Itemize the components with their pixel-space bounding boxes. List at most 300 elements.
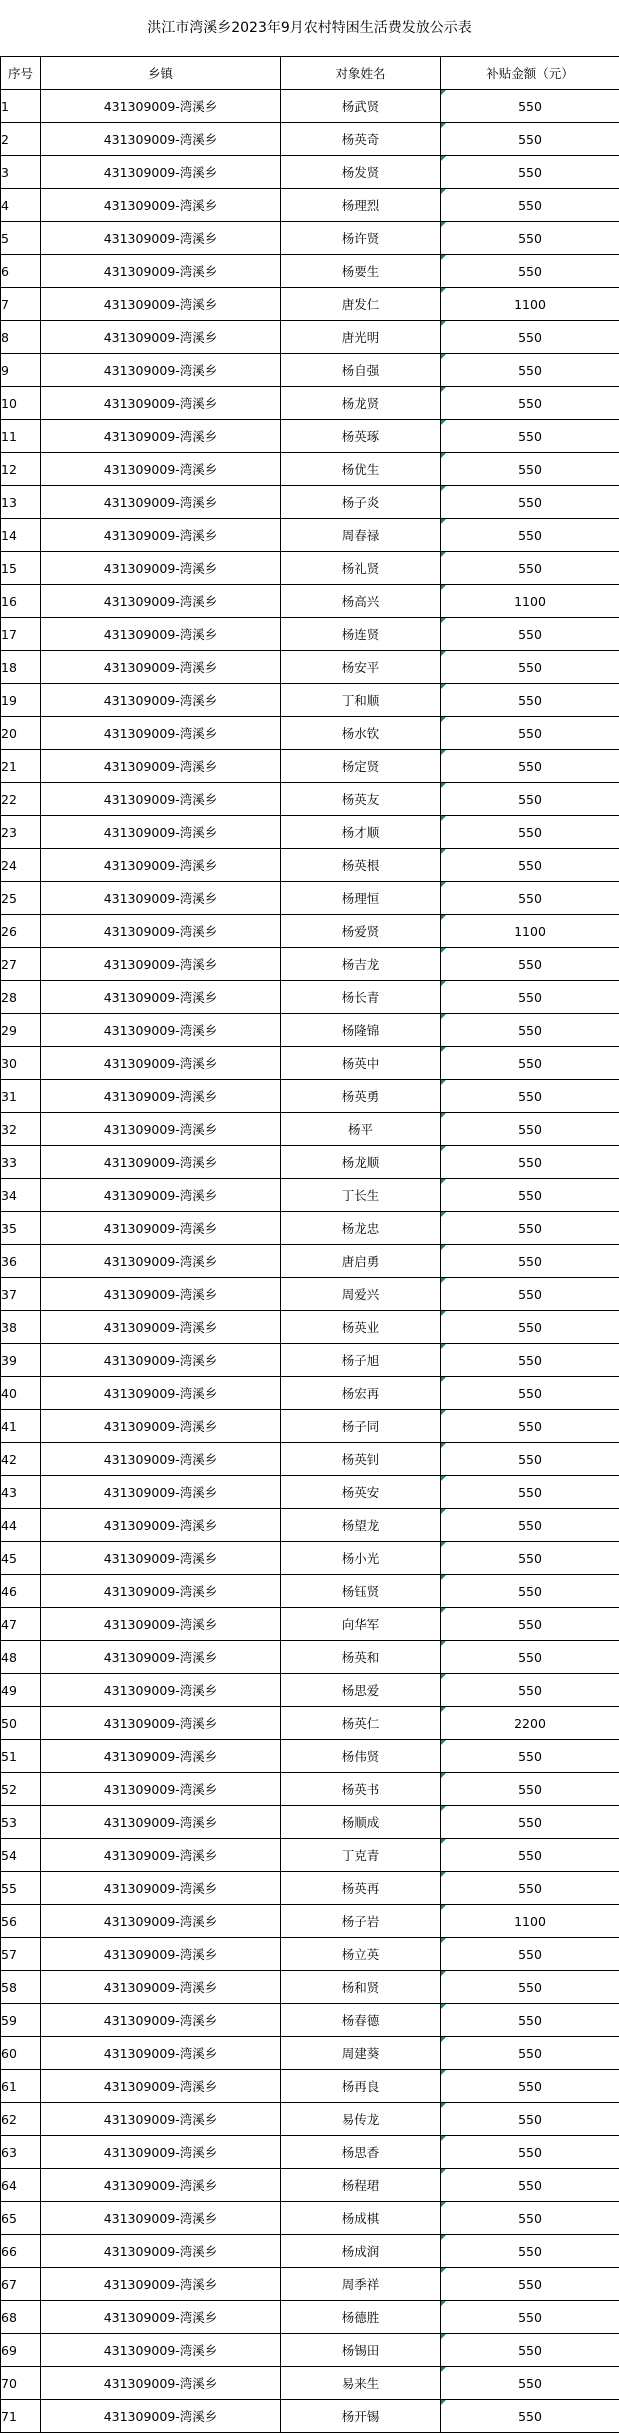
- township-cell: 431309009-湾溪乡: [41, 1476, 281, 1509]
- recipient-name-cell: 杨才顺: [281, 816, 441, 849]
- table-row: [1, 1245, 619, 1278]
- serial-number-cell: 22: [1, 783, 41, 816]
- recipient-name-cell: 杨爱贤: [281, 915, 441, 948]
- serial-number-cell: 3: [1, 156, 41, 189]
- subsidy-table: [0, 56, 619, 2433]
- subsidy-amount-cell: 550: [441, 1773, 619, 1806]
- recipient-name-cell: 杨自强: [281, 354, 441, 387]
- serial-number-cell: 27: [1, 948, 41, 981]
- serial-number-cell: 5: [1, 222, 41, 255]
- serial-number-cell: 17: [1, 618, 41, 651]
- township-cell: 431309009-湾溪乡: [41, 1608, 281, 1641]
- recipient-name-cell: 杨思爱: [281, 1674, 441, 1707]
- township-cell: 431309009-湾溪乡: [41, 717, 281, 750]
- table-row: [1, 1542, 619, 1575]
- subsidy-amount-cell: 550: [441, 1938, 619, 1971]
- subsidy-amount-cell: 550: [441, 618, 619, 651]
- serial-number-cell: 61: [1, 2070, 41, 2103]
- subsidy-amount-cell: 550: [441, 849, 619, 882]
- township-cell: 431309009-湾溪乡: [41, 2070, 281, 2103]
- recipient-name-cell: 杨顺成: [281, 1806, 441, 1839]
- recipient-name-cell: 杨连贤: [281, 618, 441, 651]
- serial-number-cell: 66: [1, 2235, 41, 2268]
- table-row: [1, 1014, 619, 1047]
- township-cell: 431309009-湾溪乡: [41, 1674, 281, 1707]
- township-cell: 431309009-湾溪乡: [41, 1740, 281, 1773]
- subsidy-amount-cell: 550: [441, 1377, 619, 1410]
- township-cell: 431309009-湾溪乡: [41, 2400, 281, 2433]
- subsidy-amount-cell: 550: [441, 1212, 619, 1245]
- recipient-name-cell: 杨隆锦: [281, 1014, 441, 1047]
- serial-number-cell: 10: [1, 387, 41, 420]
- serial-number-cell: 45: [1, 1542, 41, 1575]
- serial-number-cell: 8: [1, 321, 41, 354]
- township-cell: 431309009-湾溪乡: [41, 849, 281, 882]
- serial-number-cell: 46: [1, 1575, 41, 1608]
- serial-number-cell: 25: [1, 882, 41, 915]
- header-township: 乡镇: [41, 57, 281, 90]
- subsidy-amount-cell: 550: [441, 2070, 619, 2103]
- serial-number-cell: 16: [1, 585, 41, 618]
- subsidy-amount-cell: 550: [441, 981, 619, 1014]
- township-cell: 431309009-湾溪乡: [41, 2037, 281, 2070]
- township-cell: 431309009-湾溪乡: [41, 915, 281, 948]
- recipient-name-cell: 杨春德: [281, 2004, 441, 2037]
- table-row: [1, 1773, 619, 1806]
- recipient-name-cell: 杨伟贤: [281, 1740, 441, 1773]
- subsidy-amount-cell: 550: [441, 1146, 619, 1179]
- table-row: [1, 2037, 619, 2070]
- subsidy-amount-cell: 550: [441, 2334, 619, 2367]
- township-cell: 431309009-湾溪乡: [41, 981, 281, 1014]
- serial-number-cell: 33: [1, 1146, 41, 1179]
- header-row: [1, 57, 619, 90]
- recipient-name-cell: 杨要生: [281, 255, 441, 288]
- township-cell: 431309009-湾溪乡: [41, 387, 281, 420]
- township-cell: 431309009-湾溪乡: [41, 2268, 281, 2301]
- recipient-name-cell: 杨再良: [281, 2070, 441, 2103]
- serial-number-cell: 65: [1, 2202, 41, 2235]
- subsidy-amount-cell: 550: [441, 948, 619, 981]
- table-row: [1, 915, 619, 948]
- township-cell: 431309009-湾溪乡: [41, 1377, 281, 1410]
- table-row: [1, 849, 619, 882]
- subsidy-amount-cell: 550: [441, 882, 619, 915]
- recipient-name-cell: 杨思香: [281, 2136, 441, 2169]
- subsidy-amount-cell: 550: [441, 2136, 619, 2169]
- township-cell: 431309009-湾溪乡: [41, 1014, 281, 1047]
- subsidy-amount-cell: 550: [441, 1674, 619, 1707]
- recipient-name-cell: 杨英勇: [281, 1080, 441, 1113]
- recipient-name-cell: 杨望龙: [281, 1509, 441, 1542]
- township-cell: 431309009-湾溪乡: [41, 1971, 281, 2004]
- table-row: [1, 750, 619, 783]
- table-row: [1, 618, 619, 651]
- serial-number-cell: 30: [1, 1047, 41, 1080]
- subsidy-amount-cell: 550: [441, 1575, 619, 1608]
- recipient-name-cell: 杨龙忠: [281, 1212, 441, 1245]
- table-row: [1, 2136, 619, 2169]
- serial-number-cell: 51: [1, 1740, 41, 1773]
- subsidy-amount-cell: 550: [441, 1806, 619, 1839]
- recipient-name-cell: 杨立英: [281, 1938, 441, 1971]
- township-cell: 431309009-湾溪乡: [41, 651, 281, 684]
- recipient-name-cell: 杨发贤: [281, 156, 441, 189]
- serial-number-cell: 12: [1, 453, 41, 486]
- township-cell: 431309009-湾溪乡: [41, 1080, 281, 1113]
- table-row: [1, 321, 619, 354]
- table-row: [1, 2268, 619, 2301]
- recipient-name-cell: 杨英琢: [281, 420, 441, 453]
- township-cell: 431309009-湾溪乡: [41, 90, 281, 123]
- serial-number-cell: 31: [1, 1080, 41, 1113]
- township-cell: 431309009-湾溪乡: [41, 453, 281, 486]
- recipient-name-cell: 杨德胜: [281, 2301, 441, 2334]
- recipient-name-cell: 杨吉龙: [281, 948, 441, 981]
- table-row: [1, 882, 619, 915]
- recipient-name-cell: 杨英根: [281, 849, 441, 882]
- township-cell: 431309009-湾溪乡: [41, 1872, 281, 1905]
- serial-number-cell: 54: [1, 1839, 41, 1872]
- township-cell: 431309009-湾溪乡: [41, 1047, 281, 1080]
- table-row: [1, 717, 619, 750]
- table-row: [1, 1707, 619, 1740]
- township-cell: 431309009-湾溪乡: [41, 1179, 281, 1212]
- subsidy-amount-cell: 550: [441, 2400, 619, 2433]
- recipient-name-cell: 周建葵: [281, 2037, 441, 2070]
- serial-number-cell: 70: [1, 2367, 41, 2400]
- recipient-name-cell: 易来生: [281, 2367, 441, 2400]
- serial-number-cell: 18: [1, 651, 41, 684]
- serial-number-cell: 52: [1, 1773, 41, 1806]
- subsidy-amount-cell: 550: [441, 2367, 619, 2400]
- subsidy-amount-cell: 550: [441, 1014, 619, 1047]
- township-cell: 431309009-湾溪乡: [41, 420, 281, 453]
- table-row: [1, 1608, 619, 1641]
- recipient-name-cell: 杨和贤: [281, 1971, 441, 2004]
- serial-number-cell: 71: [1, 2400, 41, 2433]
- table-row: [1, 2367, 619, 2400]
- table-row: [1, 1410, 619, 1443]
- township-cell: 431309009-湾溪乡: [41, 1773, 281, 1806]
- recipient-name-cell: 丁长生: [281, 1179, 441, 1212]
- recipient-name-cell: 周爱兴: [281, 1278, 441, 1311]
- serial-number-cell: 55: [1, 1872, 41, 1905]
- subsidy-amount-cell: 550: [441, 1443, 619, 1476]
- table-row: [1, 387, 619, 420]
- subsidy-amount-cell: 550: [441, 1311, 619, 1344]
- table-row: [1, 2103, 619, 2136]
- subsidy-amount-cell: 550: [441, 783, 619, 816]
- table-row: [1, 486, 619, 519]
- township-cell: 431309009-湾溪乡: [41, 486, 281, 519]
- recipient-name-cell: 唐启勇: [281, 1245, 441, 1278]
- recipient-name-cell: 杨理烈: [281, 189, 441, 222]
- subsidy-amount-cell: 550: [441, 1047, 619, 1080]
- subsidy-amount-cell: 550: [441, 651, 619, 684]
- township-cell: 431309009-湾溪乡: [41, 1509, 281, 1542]
- subsidy-amount-cell: 550: [441, 2202, 619, 2235]
- serial-number-cell: 64: [1, 2169, 41, 2202]
- subsidy-amount-cell: 550: [441, 123, 619, 156]
- subsidy-amount-cell: 550: [441, 2268, 619, 2301]
- serial-number-cell: 7: [1, 288, 41, 321]
- subsidy-amount-cell: 550: [441, 1179, 619, 1212]
- serial-number-cell: 32: [1, 1113, 41, 1146]
- subsidy-amount-cell: 550: [441, 1113, 619, 1146]
- subsidy-amount-cell: 550: [441, 750, 619, 783]
- recipient-name-cell: 杨水钦: [281, 717, 441, 750]
- serial-number-cell: 58: [1, 1971, 41, 2004]
- recipient-name-cell: 杨长青: [281, 981, 441, 1014]
- document-title: 洪江市湾溪乡2023年9月农村特困生活费发放公示表: [147, 20, 472, 36]
- serial-number-cell: 23: [1, 816, 41, 849]
- subsidy-amount-cell: 550: [441, 717, 619, 750]
- table-row: [1, 1080, 619, 1113]
- serial-number-cell: 49: [1, 1674, 41, 1707]
- table-row: [1, 420, 619, 453]
- subsidy-amount-cell: 550: [441, 684, 619, 717]
- recipient-name-cell: 杨英友: [281, 783, 441, 816]
- table-row: [1, 1278, 619, 1311]
- table-row: [1, 2169, 619, 2202]
- table-row: [1, 783, 619, 816]
- table-row: [1, 1806, 619, 1839]
- township-cell: 431309009-湾溪乡: [41, 2334, 281, 2367]
- table-row: [1, 948, 619, 981]
- serial-number-cell: 38: [1, 1311, 41, 1344]
- recipient-name-cell: 杨英仁: [281, 1707, 441, 1740]
- recipient-name-cell: 向华军: [281, 1608, 441, 1641]
- township-cell: 431309009-湾溪乡: [41, 2169, 281, 2202]
- table-row: [1, 684, 619, 717]
- table-row: [1, 288, 619, 321]
- table-row: [1, 1443, 619, 1476]
- serial-number-cell: 13: [1, 486, 41, 519]
- serial-number-cell: 40: [1, 1377, 41, 1410]
- recipient-name-cell: 杨子旭: [281, 1344, 441, 1377]
- serial-number-cell: 47: [1, 1608, 41, 1641]
- serial-number-cell: 67: [1, 2268, 41, 2301]
- serial-number-cell: 37: [1, 1278, 41, 1311]
- table-row: [1, 1905, 619, 1938]
- table-row: [1, 1740, 619, 1773]
- township-cell: 431309009-湾溪乡: [41, 2136, 281, 2169]
- table-row: [1, 2235, 619, 2268]
- recipient-name-cell: 杨武贤: [281, 90, 441, 123]
- serial-number-cell: 43: [1, 1476, 41, 1509]
- recipient-name-cell: 杨锡田: [281, 2334, 441, 2367]
- township-cell: 431309009-湾溪乡: [41, 552, 281, 585]
- recipient-name-cell: 杨小光: [281, 1542, 441, 1575]
- serial-number-cell: 63: [1, 2136, 41, 2169]
- township-cell: 431309009-湾溪乡: [41, 354, 281, 387]
- subsidy-amount-cell: 550: [441, 1740, 619, 1773]
- subsidy-amount-cell: 2200: [441, 1707, 619, 1740]
- subsidy-amount-cell: 550: [441, 1872, 619, 1905]
- recipient-name-cell: 丁和顺: [281, 684, 441, 717]
- subsidy-amount-cell: 550: [441, 2169, 619, 2202]
- recipient-name-cell: 杨英和: [281, 1641, 441, 1674]
- serial-number-cell: 6: [1, 255, 41, 288]
- serial-number-cell: 21: [1, 750, 41, 783]
- table-row: [1, 2004, 619, 2037]
- township-cell: 431309009-湾溪乡: [41, 222, 281, 255]
- subsidy-amount-cell: 550: [441, 519, 619, 552]
- township-cell: 431309009-湾溪乡: [41, 1641, 281, 1674]
- township-cell: 431309009-湾溪乡: [41, 1839, 281, 1872]
- serial-number-cell: 50: [1, 1707, 41, 1740]
- serial-number-cell: 15: [1, 552, 41, 585]
- table-row: [1, 90, 619, 123]
- subsidy-amount-cell: 550: [441, 453, 619, 486]
- header-recipient-name: 对象姓名: [281, 57, 441, 90]
- township-cell: 431309009-湾溪乡: [41, 1113, 281, 1146]
- table-row: [1, 2301, 619, 2334]
- serial-number-cell: 53: [1, 1806, 41, 1839]
- serial-number-cell: 59: [1, 2004, 41, 2037]
- township-cell: 431309009-湾溪乡: [41, 189, 281, 222]
- subsidy-amount-cell: 1100: [441, 585, 619, 618]
- serial-number-cell: 57: [1, 1938, 41, 1971]
- township-cell: 431309009-湾溪乡: [41, 684, 281, 717]
- table-row: [1, 255, 619, 288]
- serial-number-cell: 2: [1, 123, 41, 156]
- recipient-name-cell: 杨定贤: [281, 750, 441, 783]
- recipient-name-cell: 杨龙贤: [281, 387, 441, 420]
- table-row: [1, 354, 619, 387]
- subsidy-amount-cell: 550: [441, 2037, 619, 2070]
- serial-number-cell: 26: [1, 915, 41, 948]
- township-cell: 431309009-湾溪乡: [41, 1806, 281, 1839]
- township-cell: 431309009-湾溪乡: [41, 288, 281, 321]
- table-row: [1, 123, 619, 156]
- table-row: [1, 1575, 619, 1608]
- table-row: [1, 1377, 619, 1410]
- subsidy-amount-cell: 550: [441, 2235, 619, 2268]
- recipient-name-cell: 杨许贤: [281, 222, 441, 255]
- township-cell: 431309009-湾溪乡: [41, 1344, 281, 1377]
- township-cell: 431309009-湾溪乡: [41, 1542, 281, 1575]
- township-cell: 431309009-湾溪乡: [41, 1575, 281, 1608]
- table-row: [1, 453, 619, 486]
- table-row: [1, 816, 619, 849]
- subsidy-amount-cell: 550: [441, 1641, 619, 1674]
- serial-number-cell: 69: [1, 2334, 41, 2367]
- township-cell: 431309009-湾溪乡: [41, 156, 281, 189]
- recipient-name-cell: 杨子炎: [281, 486, 441, 519]
- serial-number-cell: 9: [1, 354, 41, 387]
- subsidy-amount-cell: 550: [441, 2301, 619, 2334]
- table-row: [1, 1146, 619, 1179]
- township-cell: 431309009-湾溪乡: [41, 2202, 281, 2235]
- serial-number-cell: 60: [1, 2037, 41, 2070]
- table-row: [1, 651, 619, 684]
- subsidy-amount-cell: 550: [441, 387, 619, 420]
- township-cell: 431309009-湾溪乡: [41, 1905, 281, 1938]
- township-cell: 431309009-湾溪乡: [41, 1212, 281, 1245]
- recipient-name-cell: 杨高兴: [281, 585, 441, 618]
- township-cell: 431309009-湾溪乡: [41, 1311, 281, 1344]
- township-cell: 431309009-湾溪乡: [41, 1278, 281, 1311]
- table-row: [1, 1938, 619, 1971]
- serial-number-cell: 62: [1, 2103, 41, 2136]
- subsidy-amount-cell: 550: [441, 156, 619, 189]
- subsidy-amount-cell: 1100: [441, 915, 619, 948]
- serial-number-cell: 19: [1, 684, 41, 717]
- subsidy-amount-cell: 550: [441, 1245, 619, 1278]
- table-row: [1, 2334, 619, 2367]
- table-row: [1, 981, 619, 1014]
- serial-number-cell: 39: [1, 1344, 41, 1377]
- recipient-name-cell: 周春禄: [281, 519, 441, 552]
- subsidy-amount-cell: 550: [441, 90, 619, 123]
- table-row: [1, 1674, 619, 1707]
- township-cell: 431309009-湾溪乡: [41, 1707, 281, 1740]
- recipient-name-cell: 杨钰贤: [281, 1575, 441, 1608]
- serial-number-cell: 34: [1, 1179, 41, 1212]
- table-row: [1, 189, 619, 222]
- township-cell: 431309009-湾溪乡: [41, 750, 281, 783]
- header-subsidy-amount: 补贴金额（元）: [441, 57, 619, 90]
- recipient-name-cell: 周季祥: [281, 2268, 441, 2301]
- table-row: [1, 1344, 619, 1377]
- recipient-name-cell: 杨英再: [281, 1872, 441, 1905]
- recipient-name-cell: 杨成润: [281, 2235, 441, 2268]
- subsidy-amount-cell: 550: [441, 1509, 619, 1542]
- serial-number-cell: 41: [1, 1410, 41, 1443]
- table-row: [1, 1212, 619, 1245]
- table-row: [1, 1476, 619, 1509]
- serial-number-cell: 35: [1, 1212, 41, 1245]
- serial-number-cell: 56: [1, 1905, 41, 1938]
- table-row: [1, 1311, 619, 1344]
- subsidy-amount-cell: 550: [441, 1410, 619, 1443]
- township-cell: 431309009-湾溪乡: [41, 882, 281, 915]
- subsidy-amount-cell: 550: [441, 552, 619, 585]
- serial-number-cell: 1: [1, 90, 41, 123]
- subsidy-amount-cell: 550: [441, 1608, 619, 1641]
- recipient-name-cell: 杨英中: [281, 1047, 441, 1080]
- table-row: [1, 2202, 619, 2235]
- township-cell: 431309009-湾溪乡: [41, 783, 281, 816]
- serial-number-cell: 4: [1, 189, 41, 222]
- table-row: [1, 1839, 619, 1872]
- recipient-name-cell: 杨平: [281, 1113, 441, 1146]
- recipient-name-cell: 杨程珺: [281, 2169, 441, 2202]
- subsidy-amount-cell: 550: [441, 1839, 619, 1872]
- subsidy-amount-cell: 550: [441, 1542, 619, 1575]
- table-row: [1, 2400, 619, 2433]
- township-cell: 431309009-湾溪乡: [41, 321, 281, 354]
- subsidy-amount-cell: 1100: [441, 288, 619, 321]
- township-cell: 431309009-湾溪乡: [41, 1410, 281, 1443]
- subsidy-amount-cell: 550: [441, 486, 619, 519]
- recipient-name-cell: 杨礼贤: [281, 552, 441, 585]
- subsidy-amount-cell: 550: [441, 420, 619, 453]
- recipient-name-cell: 杨开锡: [281, 2400, 441, 2433]
- township-cell: 431309009-湾溪乡: [41, 948, 281, 981]
- serial-number-cell: 36: [1, 1245, 41, 1278]
- recipient-name-cell: 杨英钊: [281, 1443, 441, 1476]
- subsidy-amount-cell: 550: [441, 1971, 619, 2004]
- recipient-name-cell: 杨安平: [281, 651, 441, 684]
- recipient-name-cell: 杨英业: [281, 1311, 441, 1344]
- township-cell: 431309009-湾溪乡: [41, 1443, 281, 1476]
- township-cell: 431309009-湾溪乡: [41, 2235, 281, 2268]
- table-row: [1, 552, 619, 585]
- table-row: [1, 1971, 619, 2004]
